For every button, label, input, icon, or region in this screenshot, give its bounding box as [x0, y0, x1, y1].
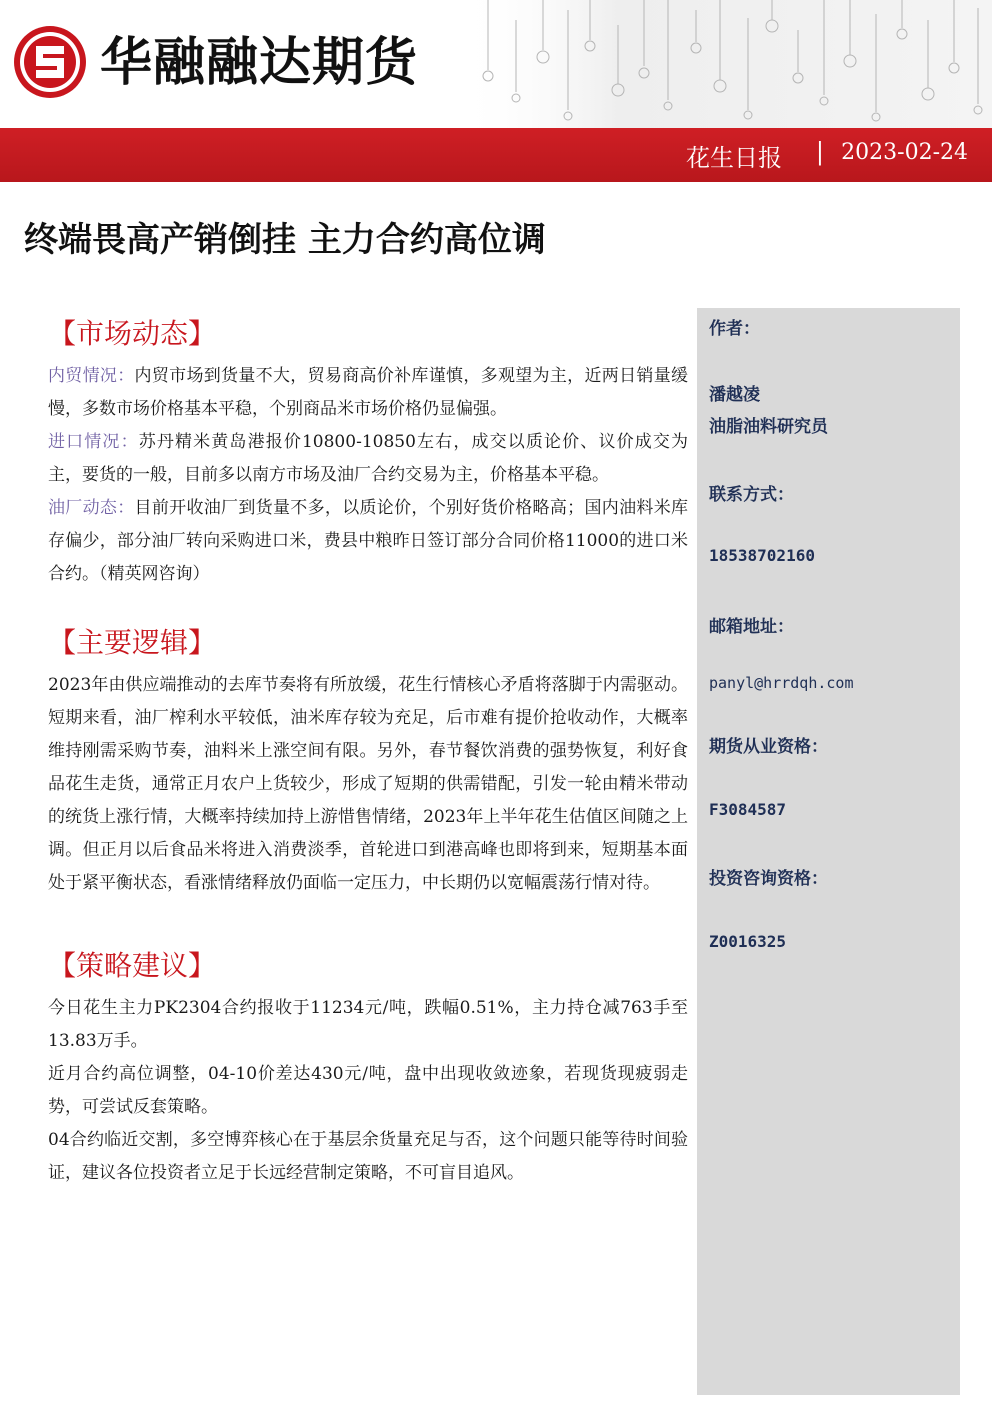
- header-separator: |: [815, 138, 824, 166]
- market-section-heading: 【市场动态】: [48, 317, 217, 350]
- author-sidebar: [697, 308, 960, 1395]
- mill-paragraph: [48, 492, 688, 591]
- logic-paragraph: 2023年由供应端推动的去库节奏将有所放缓，花生行情核心矛盾将落脚于内需驱动。短期来看，油厂榨利水平较低，油米库存较为充足，后市难有提价抢收动作，大概率维持刚需采购节奏，油料米上涨空间有限。另外，春节餐饮消费的强势恢复，利好食品花生走货，通常正月农户上货较少，形成了短期的供需错配，引发一轮由精米带动的统货上涨行情，大概率持续加持上游惜售情绪，2023年上半年花生估值区间随之上调。但正月以后食品米将进入消费淡季，首轮进口到港高峰也即将到来，短期基本面处于紧平衡状态，看涨情绪释放仍面临一定压力，中长期仍以宽幅震荡行情对待。: [48, 675, 688, 893]
- mill-text: 目前开收油厂到货量不多，以质论价，个别好货价格略高；国内油料米库存偏少，部分油厂转向采购进口米，费县中粮昨日签订部分合同价格11000的进口米合约。（精英网咨询）: [48, 498, 689, 584]
- advisory-number: Z0016325: [709, 932, 787, 951]
- email-address[interactable]: panyl@hrrdqh.com: [709, 674, 854, 692]
- phone-number: 18538702160: [709, 546, 815, 565]
- report-title: 终端畏高产销倒挂 主力合约高位调: [24, 220, 546, 260]
- pendant-lines-decoration: [458, 0, 992, 128]
- strategy-paragraph-1: 今日花生主力PK2304合约报收于11234元/吨，跌幅0.51%，主力持仓减763手至13.83万手。: [48, 998, 688, 1051]
- license-number: F3084587: [709, 800, 787, 819]
- company-logo-text: 华融融达期货: [100, 33, 419, 93]
- domestic-paragraph: [48, 360, 688, 426]
- logic-section-heading: 【主要逻辑】: [48, 626, 217, 659]
- author-name: 潘越凌: [709, 385, 760, 405]
- mill-label: 油厂动态：: [48, 498, 135, 518]
- strategy-paragraph-3: 04合约临近交割，多空博弈核心在于基层余货量充足与否，这个问题只能等待时间验证，建议各位投资者立足于长远经营制定策略，不可盲目追风。: [48, 1130, 688, 1183]
- strategy-paragraph-2: 近月合约高位调整，04-10价差达430元/吨，盘中出现收敛迹象，若现货现疲弱走势，可尝试反套策略。: [48, 1064, 688, 1117]
- contact-label: 联系方式：: [709, 485, 794, 505]
- license-label: 期货从业资格：: [709, 737, 828, 757]
- email-label: 邮箱地址：: [709, 617, 794, 637]
- report-header-bar: [0, 128, 992, 182]
- import-label: 进口情况：: [48, 432, 139, 452]
- report-type: 花生日报: [686, 144, 782, 172]
- domestic-text: 内贸市场到货量不大，贸易商高价补库谨慎，多观望为主，近两日销量缓慢，多数市场价格基本平稳，个别商品米市场价格仍显偏强。: [48, 366, 689, 419]
- domestic-label: 内贸情况：: [48, 366, 135, 386]
- author-title: 油脂油料研究员: [709, 417, 828, 437]
- page-header: [0, 0, 992, 130]
- report-date: 2023-02-24: [841, 140, 968, 165]
- main-content: [48, 312, 688, 1190]
- strategy-section-heading: 【策略建议】: [48, 949, 217, 982]
- advisory-label: 投资咨询资格：: [709, 869, 828, 889]
- import-paragraph: [48, 426, 688, 492]
- import-text: 苏丹精米黄岛港报价10800-10850左右，成交以质论价、议价成交为主，要货的一般，目前多以南方市场及油厂合约交易为主，价格基本平稳。: [48, 432, 689, 485]
- company-logo-icon: [12, 24, 88, 100]
- author-label: 作者：: [709, 319, 760, 339]
